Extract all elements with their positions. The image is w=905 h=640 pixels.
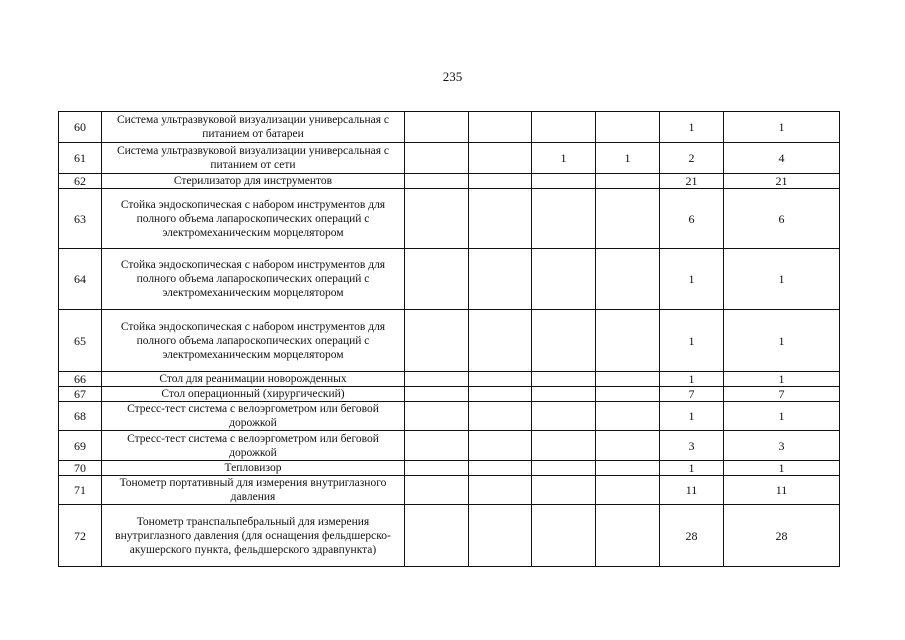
qty-cell xyxy=(469,143,532,174)
qty-cell: 1 xyxy=(660,372,724,387)
qty-total-cell: 4 xyxy=(724,143,840,174)
equipment-name: Стол для реанимации новорожденных xyxy=(102,372,405,387)
qty-total-cell: 28 xyxy=(724,505,840,567)
qty-cell xyxy=(405,249,469,310)
qty-cell xyxy=(596,249,660,310)
qty-cell xyxy=(532,174,596,189)
qty-total-cell: 1 xyxy=(724,112,840,143)
qty-cell xyxy=(596,372,660,387)
qty-total-cell: 1 xyxy=(724,372,840,387)
qty-total-cell: 11 xyxy=(724,476,840,505)
row-number: 70 xyxy=(59,461,102,476)
qty-cell xyxy=(405,174,469,189)
qty-cell xyxy=(469,249,532,310)
qty-cell xyxy=(469,387,532,402)
equipment-name: Тепловизор xyxy=(102,461,405,476)
qty-cell xyxy=(469,505,532,567)
qty-total-cell: 6 xyxy=(724,189,840,249)
qty-cell xyxy=(469,402,532,431)
table-row xyxy=(59,112,840,143)
qty-cell xyxy=(532,387,596,402)
qty-cell: 7 xyxy=(660,387,724,402)
row-number: 68 xyxy=(59,402,102,431)
table-row xyxy=(59,189,840,249)
qty-cell: 1 xyxy=(596,143,660,174)
equipment-name: Стойка эндоскопическая с набором инструментов для полного объема лапароскопических операций с электромеханическим морцелятором xyxy=(102,189,405,249)
qty-cell xyxy=(469,112,532,143)
qty-cell xyxy=(532,461,596,476)
row-number: 62 xyxy=(59,174,102,189)
qty-cell: 1 xyxy=(660,112,724,143)
equipment-name: Стресс-тест система с велоэргометром или беговой дорожкой xyxy=(102,431,405,461)
qty-cell xyxy=(596,112,660,143)
table-row xyxy=(59,372,840,387)
qty-cell: 28 xyxy=(660,505,724,567)
qty-cell xyxy=(469,372,532,387)
row-number: 60 xyxy=(59,112,102,143)
qty-cell xyxy=(532,431,596,461)
qty-cell: 2 xyxy=(660,143,724,174)
qty-cell xyxy=(405,402,469,431)
row-number: 71 xyxy=(59,476,102,505)
qty-cell xyxy=(596,505,660,567)
qty-cell: 1 xyxy=(660,402,724,431)
qty-cell: 11 xyxy=(660,476,724,505)
row-number: 61 xyxy=(59,143,102,174)
equipment-name: Стерилизатор для инструментов xyxy=(102,174,405,189)
equipment-name: Стол операционный (хирургический) xyxy=(102,387,405,402)
qty-cell: 21 xyxy=(660,174,724,189)
row-number: 65 xyxy=(59,310,102,372)
qty-cell xyxy=(596,461,660,476)
qty-cell xyxy=(405,143,469,174)
page-number: 235 xyxy=(442,69,463,84)
qty-cell xyxy=(532,310,596,372)
qty-total-cell: 1 xyxy=(724,310,840,372)
table-row xyxy=(59,387,840,402)
qty-cell xyxy=(405,505,469,567)
qty-cell xyxy=(469,174,532,189)
table-row xyxy=(59,476,840,505)
qty-cell xyxy=(596,310,660,372)
equipment-name: Тонометр транспальпебральный для измерения внутриглазного давления (для оснащения фельдшерско-акушерского пункта, фельдшерского здравпункта) xyxy=(102,505,405,567)
qty-cell xyxy=(596,402,660,431)
equipment-name: Стойка эндоскопическая с набором инструментов для полного объема лапароскопических операций с электромеханическим морцелятором xyxy=(102,249,405,310)
qty-cell xyxy=(596,174,660,189)
qty-cell xyxy=(405,372,469,387)
row-number: 67 xyxy=(59,387,102,402)
qty-total-cell: 7 xyxy=(724,387,840,402)
qty-cell: 3 xyxy=(660,431,724,461)
qty-cell: 6 xyxy=(660,189,724,249)
table-row xyxy=(59,402,840,431)
qty-cell xyxy=(405,310,469,372)
equipment-name: Стойка эндоскопическая с набором инструментов для полного объема лапароскопических операций с электромеханическим морцелятором xyxy=(102,310,405,372)
equipment-name: Система ультразвуковой визуализации универсальная с питанием от батареи xyxy=(102,112,405,143)
table-row xyxy=(59,431,840,461)
qty-total-cell: 1 xyxy=(724,249,840,310)
qty-cell xyxy=(405,476,469,505)
qty-cell xyxy=(405,112,469,143)
qty-cell xyxy=(469,310,532,372)
qty-cell: 1 xyxy=(660,310,724,372)
qty-cell xyxy=(469,431,532,461)
row-number: 66 xyxy=(59,372,102,387)
qty-cell xyxy=(532,505,596,567)
qty-cell xyxy=(596,189,660,249)
qty-cell xyxy=(405,387,469,402)
equipment-name: Тонометр портативный для измерения внутриглазного давления xyxy=(102,476,405,505)
equipment-table xyxy=(58,111,840,567)
qty-cell xyxy=(532,249,596,310)
qty-cell xyxy=(469,189,532,249)
qty-cell xyxy=(405,189,469,249)
qty-cell xyxy=(596,387,660,402)
qty-cell xyxy=(469,461,532,476)
table-row xyxy=(59,461,840,476)
equipment-name: Система ультразвуковой визуализации универсальная с питанием от сети xyxy=(102,143,405,174)
row-number: 64 xyxy=(59,249,102,310)
row-number: 69 xyxy=(59,431,102,461)
table-row xyxy=(59,310,840,372)
row-number: 63 xyxy=(59,189,102,249)
table-body xyxy=(59,112,840,567)
qty-cell xyxy=(532,189,596,249)
equipment-name: Стресс-тест система с велоэргометром или беговой дорожкой xyxy=(102,402,405,431)
qty-cell xyxy=(532,372,596,387)
qty-total-cell: 3 xyxy=(724,431,840,461)
qty-total-cell: 1 xyxy=(724,402,840,431)
qty-total-cell: 1 xyxy=(724,461,840,476)
row-number: 72 xyxy=(59,505,102,567)
qty-cell xyxy=(596,431,660,461)
qty-cell: 1 xyxy=(660,249,724,310)
table-row xyxy=(59,174,840,189)
qty-cell xyxy=(469,476,532,505)
table-row xyxy=(59,505,840,567)
qty-cell xyxy=(532,402,596,431)
qty-cell: 1 xyxy=(660,461,724,476)
qty-cell xyxy=(596,476,660,505)
qty-total-cell: 21 xyxy=(724,174,840,189)
qty-cell xyxy=(532,476,596,505)
qty-cell xyxy=(532,112,596,143)
table-row xyxy=(59,249,840,310)
qty-cell: 1 xyxy=(532,143,596,174)
table-row xyxy=(59,143,840,174)
qty-cell xyxy=(405,461,469,476)
qty-cell xyxy=(405,431,469,461)
